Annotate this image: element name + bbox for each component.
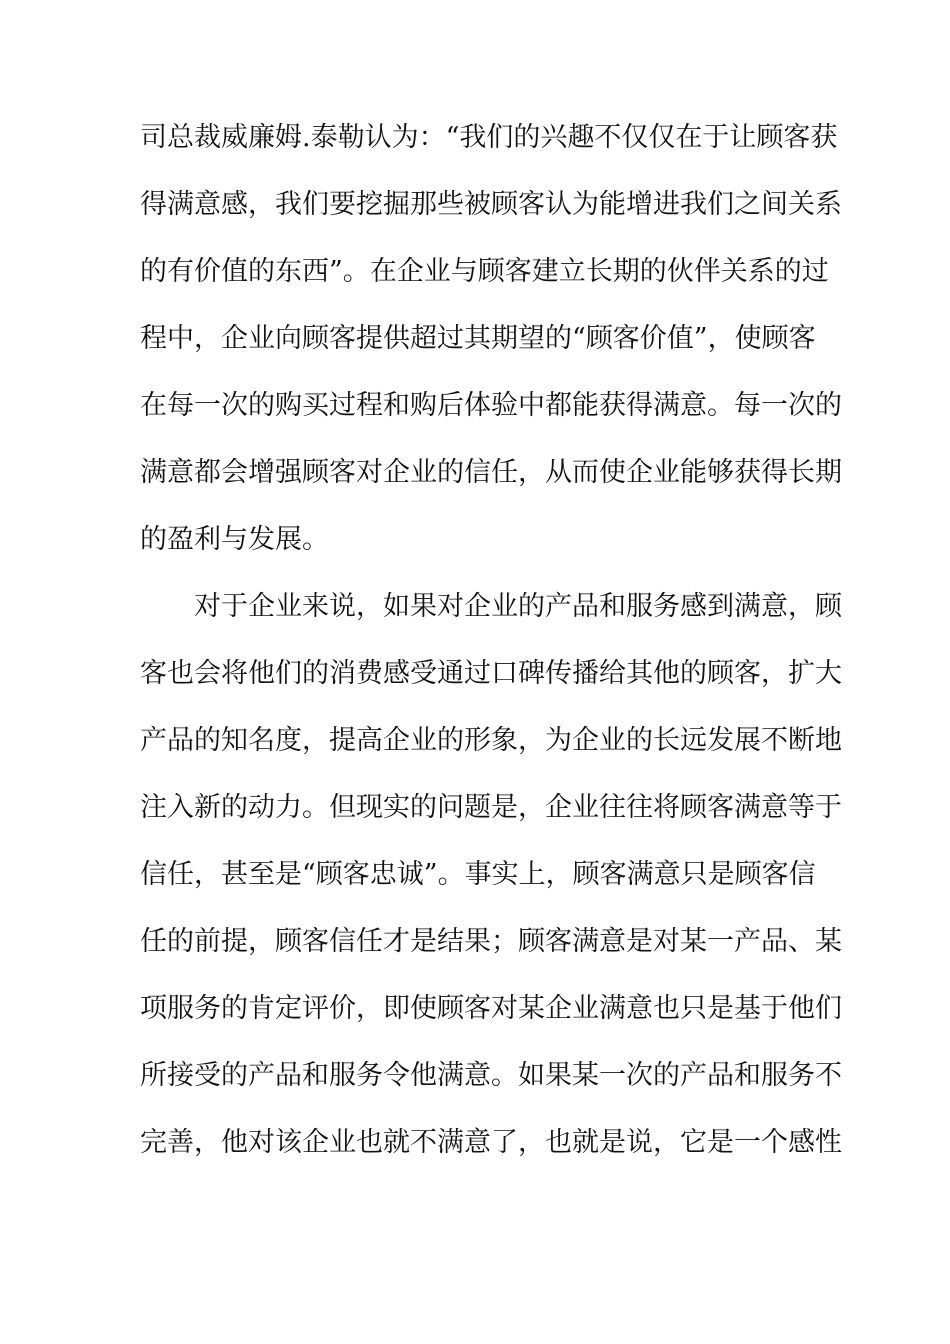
- paragraph-line: 完善，他对该企业也就不满意了，也就是说，它是一个感性: [140, 1127, 842, 1158]
- paragraph-line: 所接受的产品和服务令他满意。如果某一次的产品和服务不: [140, 1060, 842, 1091]
- paragraph-line: 的盈利与发展。: [140, 524, 329, 555]
- paragraph-line: 信任，甚至是“顾客忠诚”。事实上，顾客满意只是顾客信: [140, 859, 816, 890]
- paragraph-line: 对于企业来说，如果对企业的产品和服务感到满意，顾: [194, 591, 842, 622]
- paragraph-line: 在每一次的购买过程和购后体验中都能获得满意。每一次的: [140, 390, 842, 421]
- paragraph-line: 任的前提，顾客信任才是结果；顾客满意是对某一产品、某: [140, 926, 842, 957]
- paragraph-line: 司总裁威廉姆.泰勒认为：“我们的兴趣不仅仅在于让顾客获: [140, 122, 838, 153]
- paragraph-line: 产品的知名度，提高企业的形象，为企业的长远发展不断地: [140, 725, 842, 756]
- paragraph-line: 客也会将他们的消费感受通过口碑传播给其他的顾客，扩大: [140, 658, 842, 689]
- paragraph-line: 得满意感，我们要挖掘那些被顾客认为能增进我们之间关系: [140, 189, 842, 220]
- paragraph-line: 程中，企业向顾客提供超过其期望的“顾客价值”，使顾客: [140, 323, 816, 354]
- paragraph-line: 项服务的肯定评价，即使顾客对某企业满意也只是基于他们: [140, 993, 842, 1024]
- paragraph-line: 的有价值的东西”。在企业与顾客建立长期的伙伴关系的过: [140, 256, 829, 287]
- paragraph-line: 注入新的动力。但现实的问题是，企业往往将顾客满意等于: [140, 792, 842, 823]
- paragraph-line: 满意都会增强顾客对企业的信任，从而使企业能够获得长期: [140, 457, 842, 488]
